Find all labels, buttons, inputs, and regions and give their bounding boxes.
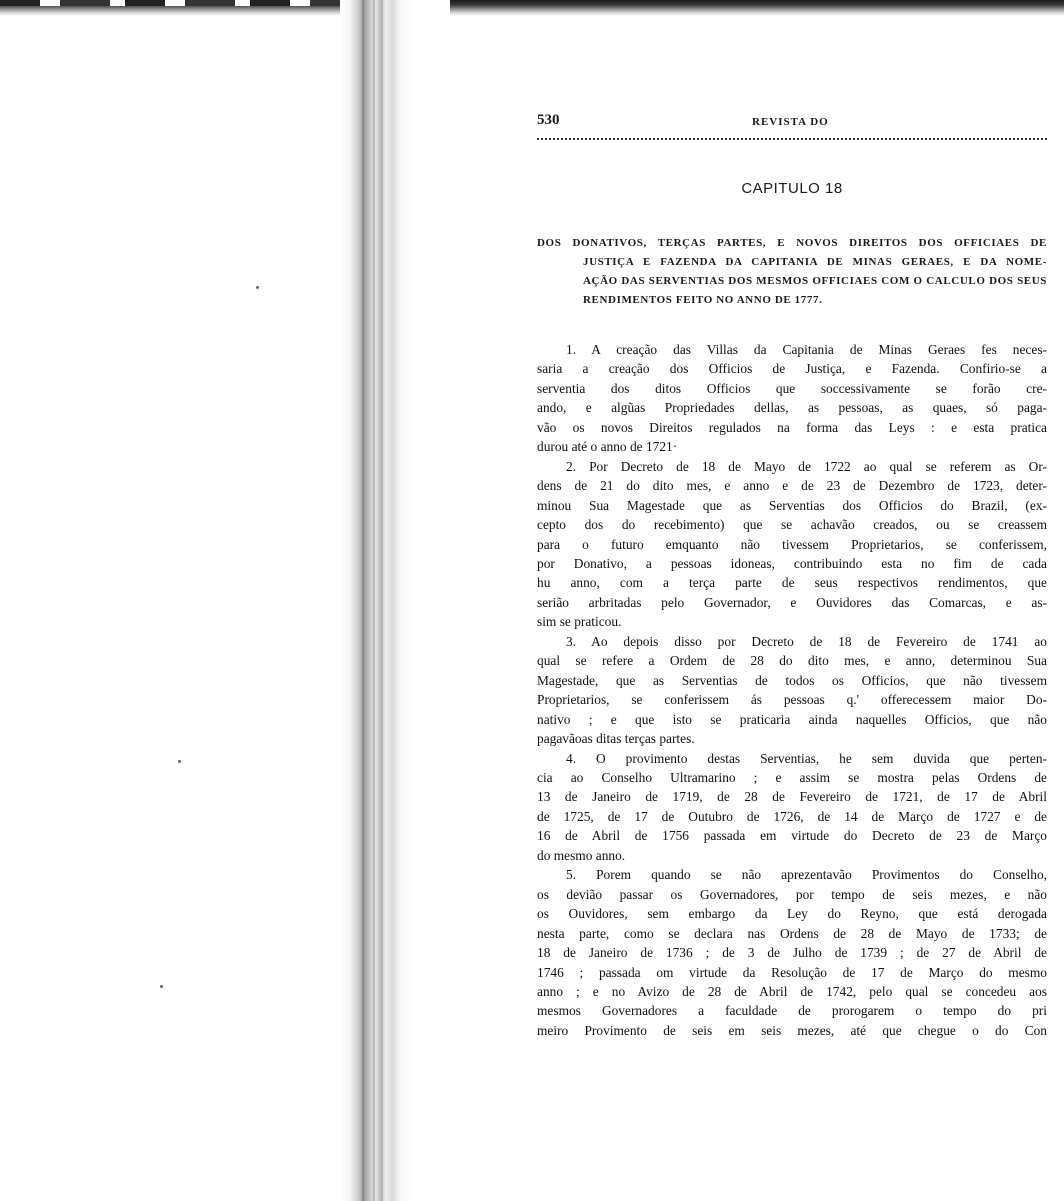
running-head [537,112,1047,138]
text-line: minou Sua Magestade que as Serventias dos Officios do Brazil, (ex- [537,497,1047,513]
header-rule [537,138,1047,140]
text-line: para o futuro emquanto não tivessem Proprietarios, se conferissem, [537,536,1047,552]
chapter-subtitle [537,234,1047,310]
scan-speck [256,286,259,289]
gutter-line [362,0,364,1201]
subtitle-line: RENDIMENTOS FEITO NO ANNO DE 1777. [583,294,823,306]
text-line: do mesmo anno. [537,847,626,863]
text-line: os Ouvidores, sem embargo da Ley do Reyno, que está derogada [537,906,1047,922]
text-line: qual se refere a Ordem de 28 do dito mes, e anno, determinou Sua [537,653,1047,669]
text-line: 3. Ao depois disso por Decreto de 18 de Fevereiro de 1741 ao [566,633,1047,649]
text-line: os devião passar os Governadores, por tempo de seis mezes, e não [537,886,1047,902]
scan-speck [178,760,181,763]
text-line: serventia dos ditos Officios que soccessivamente se forão cre- [537,380,1047,396]
text-line: 16 de Abril de 1756 passada em virtude do Decreto de 23 de Março [537,828,1047,844]
text-line: sim se praticou. [537,614,622,630]
scan-speck [160,985,163,988]
text-line: 18 de Janeiro de 1736 ; de 3 de Julho de 1739 ; de 27 de Abril de [537,945,1047,961]
page-number: 530 [537,112,560,128]
text-line: vão os novos Direitos regulados na forma das Leys : e esta pratica [537,419,1047,435]
text-line: de 1725, de 17 de Outubro de 1726, de 14 de Março de 1727 e de [537,808,1047,824]
text-line: Magestade, que as Serventias de todos os Officios, que não tivessem [537,672,1047,688]
text-line: nesta parte, como se declara nas Ordens de 28 de Mayo de 1733; de [537,925,1047,941]
text-line: Proprietarios, se conferissem ás pessoas q.' offerecessem maior Do- [537,692,1047,708]
text-line: hu anno, com a terça parte de seus respectivos rendimentos, que [537,575,1047,591]
text-line: mesmos Governadores a faculdade de prorogarem o tempo do pri [537,1003,1047,1019]
text-line: dens de 21 do dito mes, e anno e de 23 de Dezembro de 1723, deter- [537,478,1047,494]
text-line: 5. Porem quando se não aprezentavão Provimentos do Conselho, [566,867,1047,883]
text-line: serião arbritadas pelo Governador, e Ouvidores das Comarcas, e as- [537,594,1047,610]
text-line: 1746 ; passada om virtude da Resolução de 17 de Março do mesmo [537,964,1047,980]
subtitle-line: DOS DONATIVOS, TERÇAS PARTES, E NOVOS DIREITOS DOS OFFICIAES DE [537,237,1047,249]
text-line: ando, e algũas Propriedades dellas, as pessoas, as quaes, só paga- [537,400,1047,416]
text-line: saria a creação dos Officios de Justiça, e Fazenda. Confirio-se a [537,361,1047,377]
running-header-title: REVISTA DO [752,116,829,128]
gutter-line [381,0,383,1201]
text-line: pagavãoas ditas terças partes. [537,731,695,747]
text-line: 1. A creação das Villas da Capitania de Minas Geraes fes neces- [566,342,1047,357]
gutter-line [373,0,375,1201]
subtitle-line: JUSTIÇA E FAZENDA DA CAPITANIA DE MINAS GERAES, E DA NOME- [583,256,1047,268]
text-line: cia ao Conselho Ultramarino ; e assim se mostra pelas Ordens de [537,769,1047,785]
text-line: meiro Provimento de seis em seis mezes, até que chegue o do Con [537,1022,1047,1038]
scan-top-edge-marks [0,0,360,6]
subtitle-line: AÇÃO DAS SERVENTIAS DOS MESMOS OFFICIAES COM O CALCULO DOS SEUS [583,275,1047,287]
book-gutter [340,0,450,1201]
text-line: 13 de Janeiro de 1719, de 28 de Fevereiro de 1721, de 17 de Abril [537,789,1047,805]
text-line: durou até o anno de 1721· [537,439,678,455]
text-line: por Donativo, a pessoas idoneas, contribuindo esta no fim de cada [537,555,1047,571]
body-text [537,340,1047,1040]
text-line: nativo ; e que isto se praticaria ainda naquelles Officios, que não [537,711,1047,727]
text-line: cepto dos do recebimento) que se achavão creados, ou se creassem [537,517,1047,533]
text-line: 2. Por Decreto de 18 de Mayo de 1722 ao qual se referem as Or- [566,458,1047,474]
chapter-title: CAPITULO 18 [741,180,843,197]
text-line: 4. O provimento destas Serventias, he sem duvida que perten- [566,750,1047,766]
text-line: anno ; e no Avizo de 28 de Abril de 1742, pelo qual se concedeu aos [537,983,1047,999]
